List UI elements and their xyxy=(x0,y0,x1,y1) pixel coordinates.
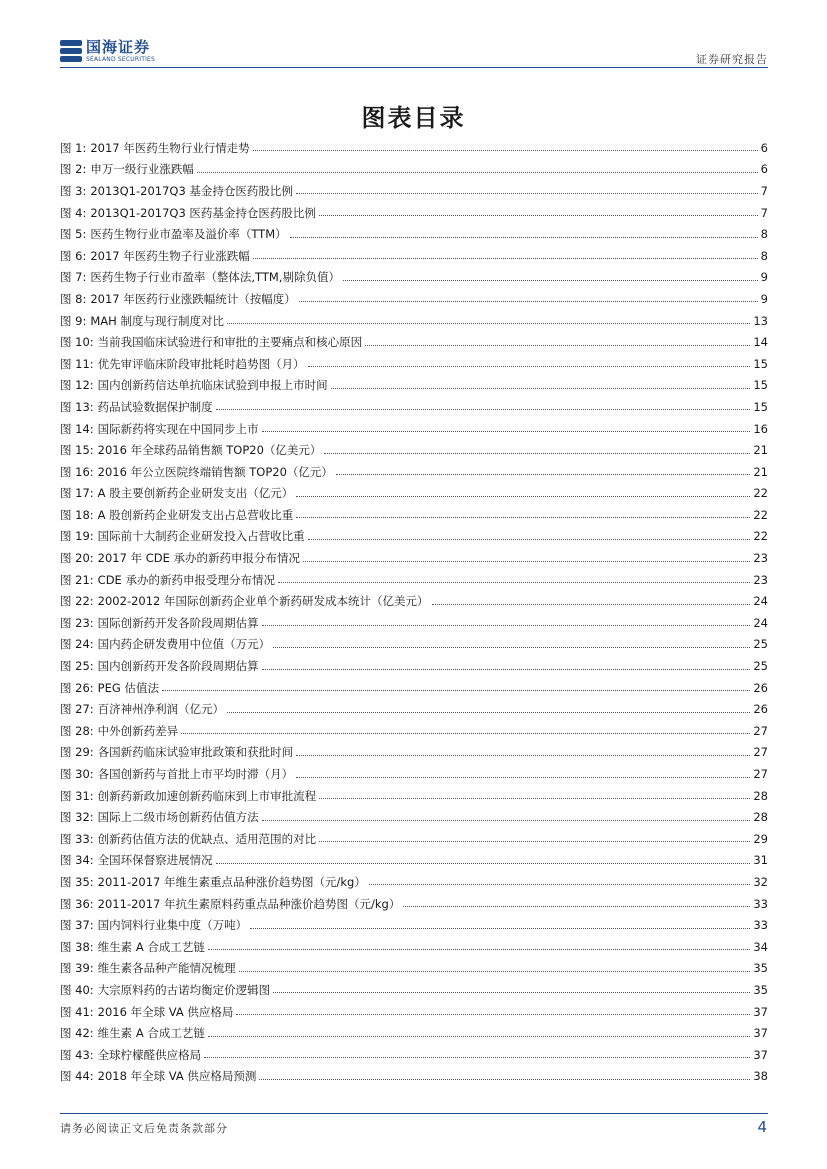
toc-entry-label: 图 42: xyxy=(60,1026,94,1041)
toc-entry-page: 16 xyxy=(753,421,768,436)
toc-entry-title: 2013Q1-2017Q3 基金持仓医药股比例 xyxy=(90,183,293,198)
toc-leader-dots xyxy=(324,453,750,454)
toc-leader-dots xyxy=(208,949,751,950)
toc-entry-page: 37 xyxy=(753,1026,768,1041)
page-number: 4 xyxy=(757,1118,767,1136)
logo-mark-icon xyxy=(60,38,82,64)
toc-entry-label: 图 17: xyxy=(60,486,94,501)
toc-entry[interactable] xyxy=(60,288,768,310)
toc-entry[interactable] xyxy=(60,461,768,483)
toc-leader-dots xyxy=(290,237,758,238)
toc-entry-label: 图 38: xyxy=(60,939,94,954)
toc-entry-label: 图 5: xyxy=(60,227,87,242)
toc-leader-dots xyxy=(239,971,751,972)
toc-entry-label: 图 30: xyxy=(60,767,94,782)
toc-entry-label: 图 6: xyxy=(60,248,87,263)
toc-entry-page: 27 xyxy=(753,723,768,738)
toc-entry-page: 27 xyxy=(753,767,768,782)
toc-entry-label: 图 41: xyxy=(60,1004,94,1019)
toc-leader-dots xyxy=(303,561,750,562)
toc-entry-page: 25 xyxy=(753,659,768,674)
toc-entry[interactable] xyxy=(60,310,768,332)
toc-entry-label: 图 10: xyxy=(60,335,94,350)
toc-leader-dots xyxy=(273,992,750,993)
toc-entry[interactable] xyxy=(60,655,768,677)
toc-entry-label: 图 8: xyxy=(60,291,87,306)
toc-entry-title: PEG 估值法 xyxy=(97,680,159,695)
toc-entry-page: 28 xyxy=(753,788,768,803)
toc-entry-label: 图 18: xyxy=(60,507,94,522)
toc-entry-label: 图 14: xyxy=(60,421,94,436)
toc-entry-label: 图 31: xyxy=(60,788,94,803)
toc-entry[interactable] xyxy=(60,223,768,245)
toc-leader-dots xyxy=(262,625,751,626)
toc-entry-label: 图 23: xyxy=(60,615,94,630)
footer-divider xyxy=(60,1113,768,1114)
toc-leader-dots xyxy=(296,777,750,778)
toc-entry-label: 图 19: xyxy=(60,529,94,544)
toc-entry[interactable] xyxy=(60,159,768,181)
toc-leader-dots xyxy=(208,1036,751,1037)
toc-entry-label: 图 15: xyxy=(60,443,94,458)
toc-entry-label: 图 43: xyxy=(60,1047,94,1062)
toc-entry-title: 维生素各品种产能情况梳理 xyxy=(97,961,236,976)
toc-entry[interactable] xyxy=(60,698,768,720)
toc-leader-dots xyxy=(336,474,750,475)
toc-entry-page: 26 xyxy=(753,680,768,695)
toc-leader-dots xyxy=(299,301,758,302)
toc-entry-title: 优先审评临床阶段审批耗时趋势图（月） xyxy=(97,356,305,371)
page-title: 图表目录 xyxy=(361,103,466,132)
toc-entry-title: 国内饲料行业集中度（万吨） xyxy=(97,918,248,933)
toc-entry[interactable] xyxy=(60,504,768,526)
toc-entry-title: 申万一级行业涨跌幅 xyxy=(90,162,194,177)
toc-leader-dots xyxy=(262,820,751,821)
toc-entry-title: A 股主要创新药企业研发支出（亿元） xyxy=(97,486,294,501)
toc-entry-label: 图 32: xyxy=(60,810,94,825)
toc-entry-page: 7 xyxy=(760,205,768,220)
toc-entry-label: 图 29: xyxy=(60,745,94,760)
toc-entry-title: 药品试验数据保护制度 xyxy=(97,399,213,414)
toc-entry[interactable] xyxy=(60,979,768,1001)
toc-entry[interactable] xyxy=(60,1044,768,1066)
toc-entry[interactable] xyxy=(60,418,768,440)
toc-entry-title: 国际前十大制药企业研发投入占营收比重 xyxy=(97,529,305,544)
toc-entry-label: 图 36: xyxy=(60,896,94,911)
toc-entry-page: 6 xyxy=(760,140,768,155)
toc-entry-label: 图 28: xyxy=(60,723,94,738)
toc-entry-page: 22 xyxy=(753,486,768,501)
toc-entry-title: 2016 年公立医院终端销售额 TOP20（亿元） xyxy=(97,464,333,479)
toc-entry-title: 创新药估值方法的优缺点、适用范围的对比 xyxy=(97,831,317,846)
toc-leader-dots xyxy=(204,1057,750,1058)
toc-leader-dots xyxy=(181,733,750,734)
toc-entry[interactable] xyxy=(60,806,768,828)
toc-leader-dots xyxy=(253,258,758,259)
toc-entry-title: 医药生物行业市盈率及溢价率（TTM） xyxy=(90,227,287,242)
toc-entry[interactable] xyxy=(60,590,768,612)
toc-leader-dots xyxy=(227,323,750,324)
toc-entry-title: 2018 年全球 VA 供应格局预测 xyxy=(97,1069,257,1084)
toc-entry-page: 15 xyxy=(753,378,768,393)
toc-leader-dots xyxy=(319,798,750,799)
toc-entry-title: 维生素 A 合成工艺链 xyxy=(97,939,205,954)
toc-leader-dots xyxy=(343,280,758,281)
toc-entry-title: 国内创新药信达单抗临床试验到申报上市时间 xyxy=(97,378,328,393)
toc-entry-page: 33 xyxy=(753,918,768,933)
toc-entry[interactable] xyxy=(60,245,768,267)
toc-entry[interactable] xyxy=(60,396,768,418)
toc-entry-label: 图 44: xyxy=(60,1069,94,1084)
footer-disclaimer: 请务必阅读正文后免责条款部分 xyxy=(60,1122,228,1135)
toc-entry[interactable] xyxy=(60,914,768,936)
toc-entry[interactable] xyxy=(60,893,768,915)
logo-english-name: SEALAND SECURITIES xyxy=(86,55,156,63)
toc-entry[interactable] xyxy=(60,353,768,375)
toc-entry-page: 22 xyxy=(753,529,768,544)
toc-entry-title: 国内创新药开发各阶段周期估算 xyxy=(97,659,259,674)
toc-leader-dots xyxy=(262,431,751,432)
toc-entry-label: 图 26: xyxy=(60,680,94,695)
toc-entry-title: 2017 年医药行业涨跌幅统计（按幅度） xyxy=(90,291,296,306)
toc-leader-dots xyxy=(253,150,758,151)
toc-entry-page: 15 xyxy=(753,399,768,414)
toc-entry-label: 图 33: xyxy=(60,831,94,846)
toc-entry-label: 图 7: xyxy=(60,270,87,285)
toc-leader-dots xyxy=(296,755,750,756)
toc-entry-page: 35 xyxy=(753,961,768,976)
company-logo xyxy=(60,34,155,68)
toc-entry-label: 图 40: xyxy=(60,982,94,997)
toc-entry[interactable] xyxy=(60,958,768,980)
toc-entry[interactable] xyxy=(60,547,768,569)
toc-entry-page: 6 xyxy=(760,162,768,177)
toc-entry-page: 35 xyxy=(753,982,768,997)
toc-entry-title: 2013Q1-2017Q3 医药基金持仓医药股比例 xyxy=(90,205,316,220)
toc-entry-label: 图 27: xyxy=(60,702,94,717)
toc-entry-page: 22 xyxy=(753,507,768,522)
logo-chinese-name: 国海证券 xyxy=(86,37,151,56)
toc-entry-label: 图 9: xyxy=(60,313,87,328)
toc-entry[interactable] xyxy=(60,137,768,159)
toc-entry-page: 21 xyxy=(753,464,768,479)
toc-entry-page: 38 xyxy=(753,1069,768,1084)
toc-entry[interactable] xyxy=(60,850,768,872)
toc-leader-dots xyxy=(308,539,751,540)
toc-entry-title: 国际新药将实现在中国同步上市 xyxy=(97,421,259,436)
toc-leader-dots xyxy=(259,1079,750,1080)
toc-entry-label: 图 12: xyxy=(60,378,94,393)
toc-entry-page: 8 xyxy=(760,248,768,263)
toc-leader-dots xyxy=(369,884,751,885)
toc-leader-dots xyxy=(319,215,758,216)
toc-entry-title: A 股创新药企业研发支出占总营收比重 xyxy=(97,507,294,522)
page-header xyxy=(60,34,768,68)
toc-entry-title: 国际创新药开发各阶段周期估算 xyxy=(97,615,259,630)
toc-entry[interactable] xyxy=(60,720,768,742)
toc-entry[interactable] xyxy=(60,267,768,289)
toc-leader-dots xyxy=(273,647,750,648)
toc-leader-dots xyxy=(262,669,751,670)
toc-leader-dots xyxy=(432,604,751,605)
toc-entry-title: 全球柠檬醛供应格局 xyxy=(97,1047,202,1062)
toc-entry[interactable] xyxy=(60,1066,768,1088)
toc-entry-page: 26 xyxy=(753,702,768,717)
toc-leader-dots xyxy=(250,928,750,929)
toc-leader-dots xyxy=(197,172,758,173)
toc-entry-page: 34 xyxy=(753,939,768,954)
toc-leader-dots xyxy=(216,409,751,410)
toc-entry-title: 各国新药临床试验审批政策和获批时间 xyxy=(97,745,294,760)
toc-entry-title: 国内药企研发费用中位值（万元） xyxy=(97,637,271,652)
report-type: 证券研究报告 xyxy=(696,53,768,66)
toc-entry-page: 31 xyxy=(753,853,768,868)
toc-entry-page: 28 xyxy=(753,810,768,825)
toc-entry-page: 13 xyxy=(753,313,768,328)
toc-leader-dots xyxy=(403,906,750,907)
toc-entry-label: 图 24: xyxy=(60,637,94,652)
toc-entry-label: 图 13: xyxy=(60,399,94,414)
toc-entry[interactable] xyxy=(60,202,768,224)
toc-entry-page: 37 xyxy=(753,1004,768,1019)
toc-entry-title: 百济神州净利润（亿元） xyxy=(97,702,225,717)
toc-entry-page: 9 xyxy=(760,291,768,306)
toc-entry-page: 15 xyxy=(753,356,768,371)
toc-entry-title: 全国环保督察进展情况 xyxy=(97,853,213,868)
toc-entry[interactable] xyxy=(60,569,768,591)
toc-entry-page: 37 xyxy=(753,1047,768,1062)
toc-entry-page: 8 xyxy=(760,227,768,242)
toc-entry-label: 图 21: xyxy=(60,572,94,587)
toc-entry[interactable] xyxy=(60,375,768,397)
toc-entry[interactable] xyxy=(60,331,768,353)
toc-entry-title: 2002-2012 年国际创新药企业单个新药研发成本统计（亿美元） xyxy=(97,594,429,609)
toc-entry[interactable] xyxy=(60,742,768,764)
toc-entry[interactable] xyxy=(60,526,768,548)
toc-entry-page: 27 xyxy=(753,745,768,760)
toc-entry-title: 各国创新药与首批上市平均时滞（月） xyxy=(97,767,294,782)
toc-entry-page: 14 xyxy=(753,335,768,350)
toc-leader-dots xyxy=(236,1014,750,1015)
toc-entry-label: 图 34: xyxy=(60,853,94,868)
toc-leader-dots xyxy=(162,690,750,691)
header-divider xyxy=(60,67,768,68)
toc-entry[interactable] xyxy=(60,180,768,202)
toc-entry[interactable] xyxy=(60,785,768,807)
toc-entry[interactable] xyxy=(60,483,768,505)
toc-entry-title: 国际上二级市场创新药估值方法 xyxy=(97,810,259,825)
toc-entry-label: 图 3: xyxy=(60,183,87,198)
toc-entry[interactable] xyxy=(60,677,768,699)
toc-entry-title: 2011-2017 年抗生素原料药重点品种涨价趋势图（元/kg） xyxy=(97,896,401,911)
toc-entry-title: 2011-2017 年维生素重点品种涨价趋势图（元/kg） xyxy=(97,874,366,889)
toc-leader-dots xyxy=(365,345,750,346)
toc-entry-title: 维生素 A 合成工艺链 xyxy=(97,1026,205,1041)
toc-leader-dots xyxy=(278,582,750,583)
toc-entry-page: 9 xyxy=(760,270,768,285)
toc-entry-page: 23 xyxy=(753,572,768,587)
toc-leader-dots xyxy=(296,496,750,497)
toc-entry-page: 23 xyxy=(753,551,768,566)
toc-leader-dots xyxy=(296,193,758,194)
toc-leader-dots xyxy=(331,388,751,389)
toc-entry-label: 图 37: xyxy=(60,918,94,933)
toc-entry[interactable] xyxy=(60,634,768,656)
toc-entry-page: 29 xyxy=(753,831,768,846)
toc-entry-page: 24 xyxy=(753,594,768,609)
toc-entry[interactable] xyxy=(60,439,768,461)
toc-entry-label: 图 16: xyxy=(60,464,94,479)
toc-entry-title: 2017 年医药生物子行业涨跌幅 xyxy=(90,248,250,263)
toc-entry-title: 中外创新药差异 xyxy=(97,723,179,738)
toc-entry[interactable] xyxy=(60,828,768,850)
toc-entry-label: 图 22: xyxy=(60,594,94,609)
toc-entry-title: MAH 制度与现行制度对比 xyxy=(90,313,224,328)
toc-entry[interactable] xyxy=(60,763,768,785)
toc-entry[interactable] xyxy=(60,1022,768,1044)
toc-entry[interactable] xyxy=(60,936,768,958)
toc-leader-dots xyxy=(308,366,751,367)
toc-entry[interactable] xyxy=(60,1001,768,1023)
toc-entry-label: 图 39: xyxy=(60,961,94,976)
toc-entry-page: 7 xyxy=(760,183,768,198)
toc-entry-page: 24 xyxy=(753,615,768,630)
toc-entry-title: 当前我国临床试验进行和审批的主要痛点和核心原因 xyxy=(97,335,363,350)
toc-leader-dots xyxy=(216,863,751,864)
toc-entry-title: 2017 年医药生物行业行情走势 xyxy=(90,140,250,155)
toc-entry-label: 图 1: xyxy=(60,140,87,155)
toc-entry-title: 医药生物子行业市盈率（整体法,TTM,剔除负值） xyxy=(90,270,340,285)
toc-entry-title: 2016 年全球 VA 供应格局 xyxy=(97,1004,234,1019)
toc-entry-label: 图 2: xyxy=(60,162,87,177)
toc-entry-page: 25 xyxy=(753,637,768,652)
toc-entry-page: 21 xyxy=(753,443,768,458)
toc-entry-page: 32 xyxy=(753,874,768,889)
toc-entry-title: CDE 承办的新药申报受理分布情况 xyxy=(97,572,275,587)
toc-entry-title: 大宗原料药的古诺均衡定价逻辑图 xyxy=(97,982,271,997)
toc-entry-page: 33 xyxy=(753,896,768,911)
toc-entry-label: 图 11: xyxy=(60,356,94,371)
toc-entry-label: 图 4: xyxy=(60,205,87,220)
toc-entry-label: 图 25: xyxy=(60,659,94,674)
toc-entry[interactable] xyxy=(60,612,768,634)
toc-entry[interactable] xyxy=(60,871,768,893)
toc-entry-title: 创新药新政加速创新药临床到上市审批流程 xyxy=(97,788,317,803)
toc-leader-dots xyxy=(227,712,750,713)
toc-entry-label: 图 35: xyxy=(60,874,94,889)
figure-list xyxy=(60,137,768,1087)
toc-entry-title: 2016 年全球药品销售额 TOP20（亿美元） xyxy=(97,443,322,458)
toc-entry-title: 2017 年 CDE 承办的新药申报分布情况 xyxy=(97,551,301,566)
toc-leader-dots xyxy=(296,517,750,518)
toc-leader-dots xyxy=(319,841,750,842)
toc-entry-label: 图 20: xyxy=(60,551,94,566)
